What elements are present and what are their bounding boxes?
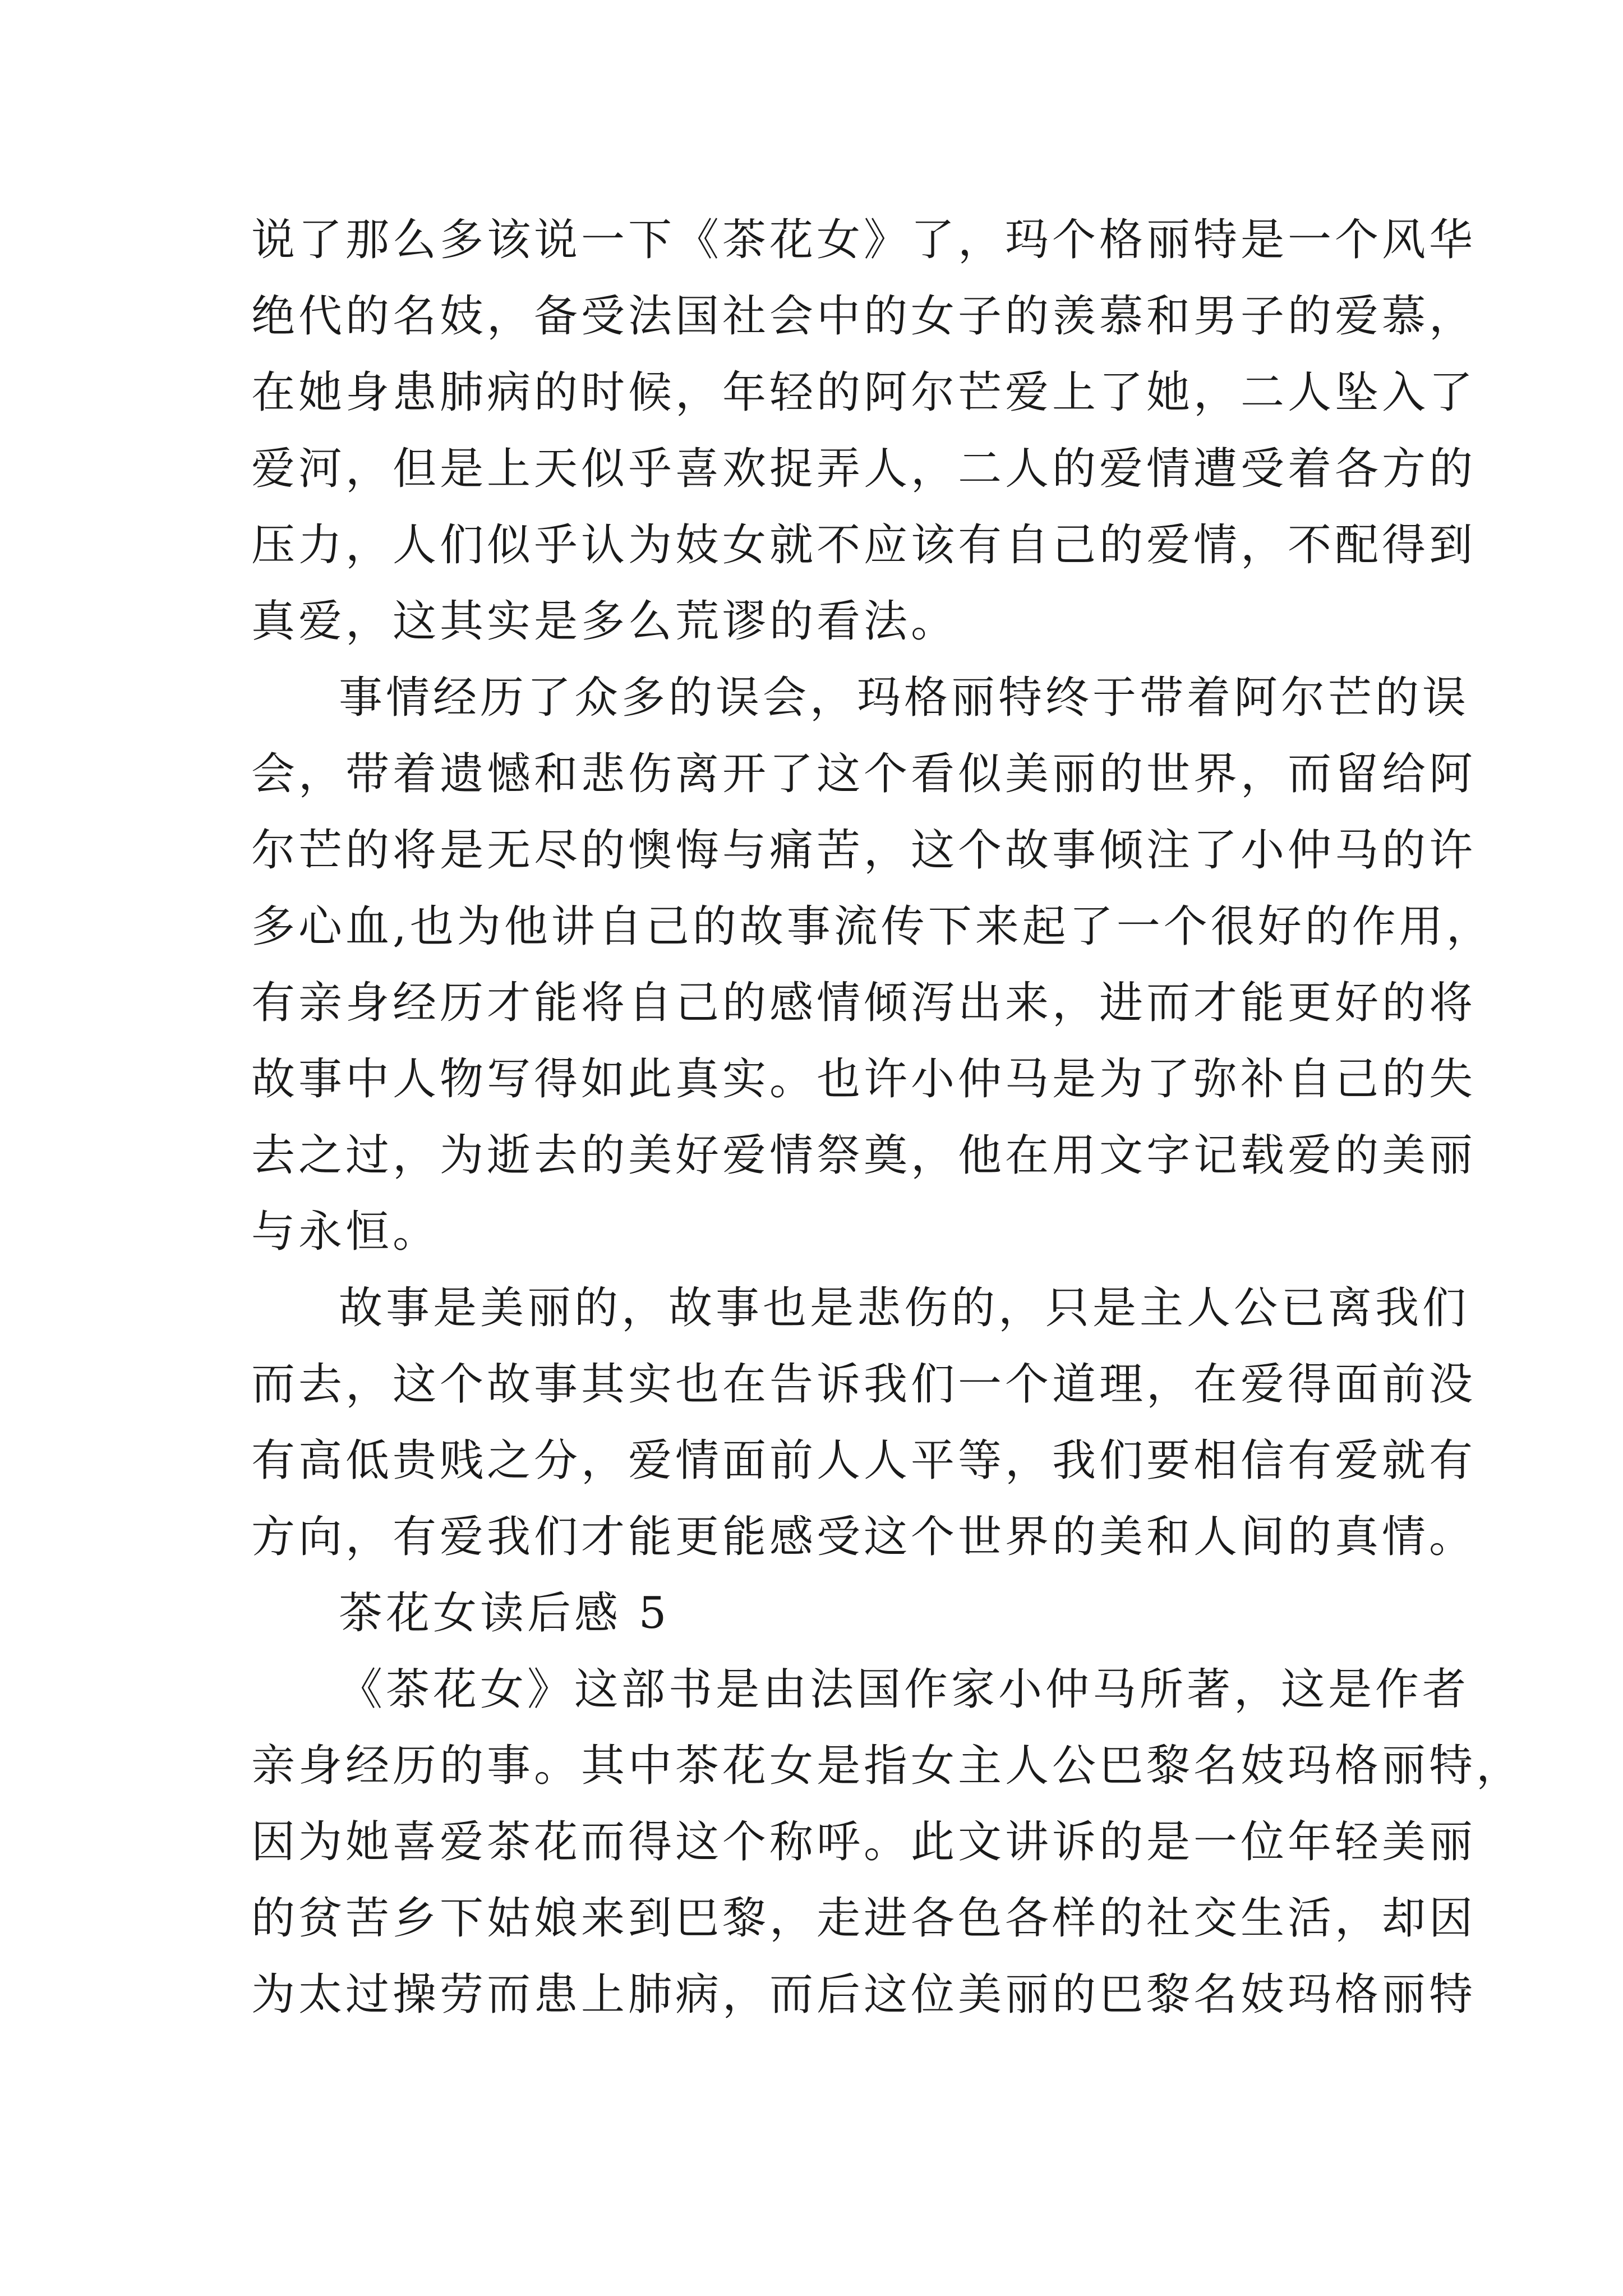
text-line: 故事中人物写得如此真实。也许小仲马是为了弥补自己的失: [251, 1054, 1477, 1105]
text-line: 故事是美丽的，故事也是悲伤的，只是主人公已离我们: [339, 1283, 1470, 1333]
text-line: 真爱，这其实是多么荒谬的看法。: [251, 596, 958, 647]
text-line: 的贫苦乡下姑娘来到巴黎，走进各色各样的社交生活，却因: [251, 1893, 1477, 1944]
text-line: 爱河，但是上天似乎喜欢捉弄人，二人的爱情遭受着各方的: [251, 444, 1477, 494]
text-line: 去之过，为逝去的美好爱情祭奠，他在用文字记载爱的美丽: [251, 1130, 1477, 1181]
text-line: 而去，这个故事其实也在告诉我们一个道理，在爱得面前没: [251, 1359, 1477, 1410]
text-line: 压力，人们似乎认为妓女就不应该有自己的爱情，不配得到: [251, 520, 1477, 570]
text-line: 亲身经历的事。其中茶花女是指女主人公巴黎名妓玛格丽特，: [251, 1741, 1524, 1791]
text-line: 说了那么多该说一下《茶花女》了，玛个格丽特是一个风华: [251, 215, 1477, 265]
text-line: 会，带着遗憾和悲伤离开了这个看似美丽的世界，而留给阿: [251, 749, 1477, 799]
text-line: 绝代的名妓，备受法国社会中的女子的羡慕和男子的爱慕，: [251, 291, 1477, 342]
text-line: 为太过操劳而患上肺病，而后这位美丽的巴黎名妓玛格丽特: [251, 1970, 1477, 2020]
text-line: 因为她喜爱茶花而得这个称呼。此文讲诉的是一位年轻美丽: [251, 1817, 1477, 1867]
text-line: 在她身患肺病的时候，年轻的阿尔芒爱上了她，二人坠入了: [251, 367, 1477, 418]
text-line: 有亲身经历才能将自己的感情倾泻出来，进而才能更好的将: [251, 978, 1477, 1028]
document-body: [251, 202, 1524, 2033]
text-line: 事情经历了众多的误会，玛格丽特终于带着阿尔芒的误: [339, 673, 1470, 723]
text-line: 与永恒。: [251, 1207, 440, 1257]
section-heading: 茶花女读后感 5: [339, 1588, 670, 1639]
text-line: 《茶花女》这部书是由法国作家小仲马所著，这是作者: [339, 1664, 1470, 1715]
text-line: 多心血,也为他讲自己的故事流传下来起了一个很好的作用，: [251, 901, 1493, 952]
text-line: 尔芒的将是无尽的懊悔与痛苦，这个故事倾注了小仲马的许: [251, 825, 1477, 876]
text-line: 有高低贵贱之分，爱情面前人人平等，我们要相信有爱就有: [251, 1435, 1477, 1486]
text-line: 方向，有爱我们才能更能感受这个世界的美和人间的真情。: [251, 1512, 1477, 1562]
